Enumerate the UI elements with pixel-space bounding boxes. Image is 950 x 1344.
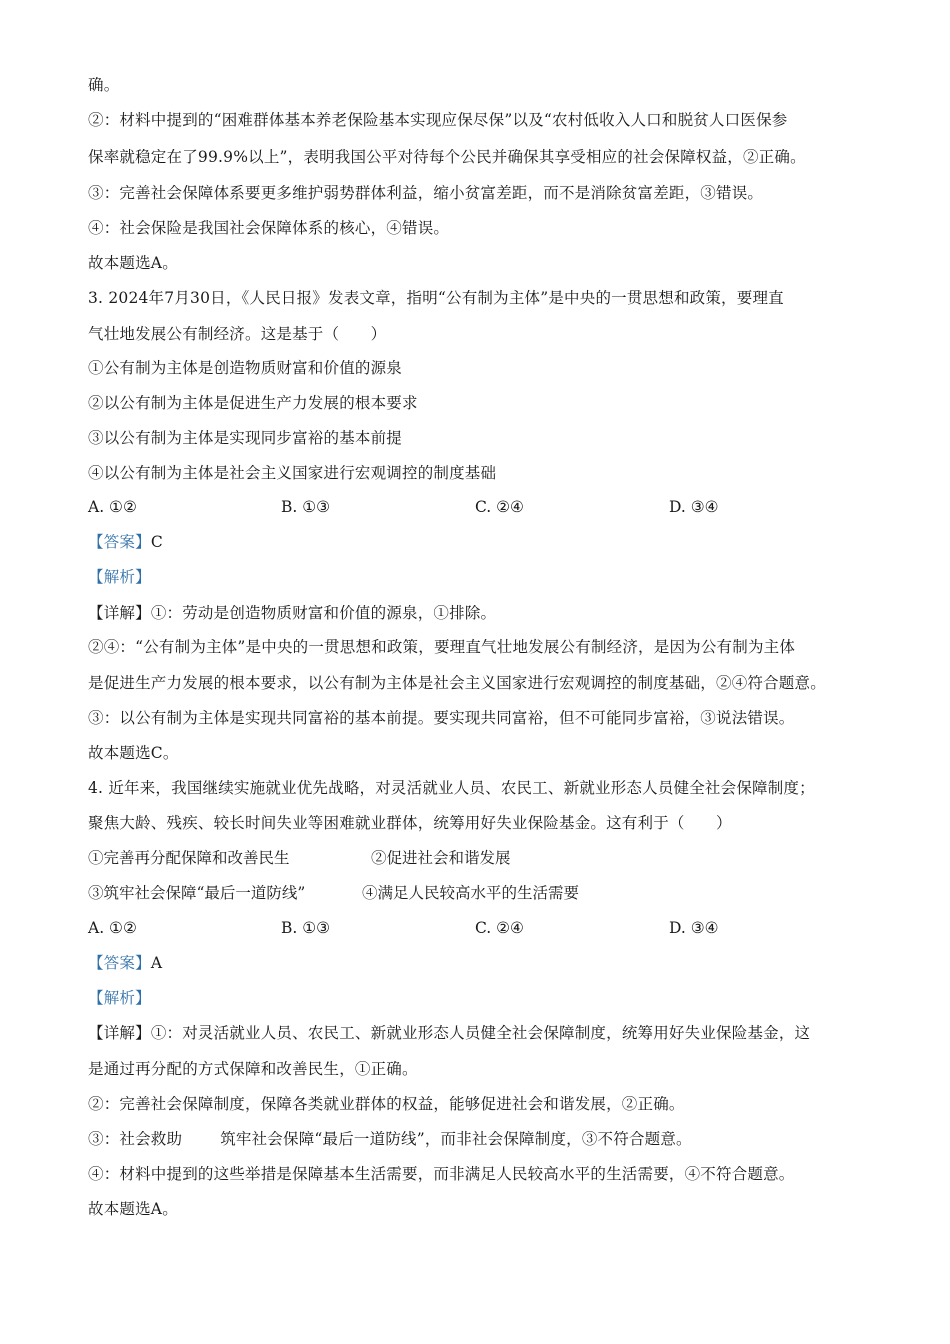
q4-detail-1-text: ①：对灵活就业人员、农民工、新就业形态人员健全社会保障制度，统筹用好失业保险基金，这 — [150, 1024, 811, 1042]
q3-stem-1: 3. 2024年7月30日，《人民日报》发表文章，指明“公有制为主体”是中央的一贯思想和政策，要理直 — [88, 289, 784, 307]
q4-option-c: C. ②④ — [475, 919, 524, 937]
q4-statement-1: ①完善再分配保障和改善民生 — [88, 849, 290, 867]
q3-statement-3: ③以公有制为主体是实现同步富裕的基本前提 — [88, 429, 403, 447]
q3-detail-1-text: ①：劳动是创造物质财富和价值的源泉，①排除。 — [150, 604, 497, 622]
prev-line-4: ④：社会保险是我国社会保障体系的核心，④错误。 — [88, 219, 450, 237]
q3-detail-tag: 【详解】 — [88, 604, 151, 622]
q3-option-d: D. ③④ — [669, 498, 719, 516]
q4-detail-4a: ③：社会救助 — [88, 1130, 183, 1148]
q3-answer-value: C — [150, 533, 163, 551]
q4-answer-tag: 【答案】 — [88, 954, 151, 972]
q3-option-c: C. ②④ — [475, 498, 524, 516]
q4-detail-2: 是通过再分配的方式保障和改善民生，①正确。 — [88, 1060, 418, 1078]
q3-detail-4: ③：以公有制为主体是实现共同富裕的基本前提。要实现共同富裕，但不可能同步富裕，③说法错误。 — [88, 709, 795, 727]
q3-answer — [88, 531, 163, 553]
q3-option-a: A. ①② — [88, 498, 137, 516]
q4-option-d: D. ③④ — [669, 919, 719, 937]
q3-detail-2: ②④：“公有制为主体”是中央的一贯思想和政策，要理直气壮地发展公有制经济，是因为公有制为主体 — [88, 638, 796, 656]
q3-option-b: B. ①③ — [281, 498, 331, 516]
q3-answer-tag: 【答案】 — [88, 533, 151, 551]
q4-statement-3: ③筑牢社会保障“最后一道防线” — [88, 884, 306, 902]
q4-detail-4b: 筑牢社会保障“最后一道防线”，而非社会保障制度，③不符合题意。 — [220, 1130, 692, 1148]
q4-detail-6: 故本题选A。 — [88, 1200, 178, 1218]
q4-statement-4: ④满足人民较高水平的生活需要 — [362, 884, 580, 902]
q4-detail-1 — [88, 1022, 810, 1044]
q3-statement-4: ④以公有制为主体是社会主义国家进行宏观调控的制度基础 — [88, 464, 497, 482]
prev-line-2: 保率就稳定在了99.9%以上”，表明我国公平对待每个公民并确保其享受相应的社会保障权益，②正确。 — [88, 148, 806, 166]
prev-line-5: 故本题选A。 — [88, 254, 178, 272]
prev-line-3: ③：完善社会保障体系要更多维护弱势群体利益，缩小贫富差距，而不是消除贫富差距，③错误。 — [88, 184, 764, 202]
q4-analysis-tag: 【解析】 — [88, 989, 151, 1007]
q3-detail-1 — [88, 602, 496, 624]
q3-stem-2: 气壮地发展公有制经济。这是基于（ ） — [88, 325, 387, 343]
q4-detail-5: ④：材料中提到的这些举措是保障基本生活需要，而非满足人民较高水平的生活需要，④不符合题意。 — [88, 1165, 795, 1183]
q4-answer-value: A — [150, 954, 163, 972]
q4-detail-3: ②：完善社会保障制度，保障各类就业群体的权益，能够促进社会和谐发展，②正确。 — [88, 1095, 685, 1113]
q4-statement-2: ②促进社会和谐发展 — [371, 849, 511, 867]
q4-stem-2: 聚焦大龄、残疾、较长时间失业等困难就业群体，统筹用好失业保险基金。这有利于（ ） — [88, 814, 732, 832]
q4-stem-1: 4. 近年来，我国继续实施就业优先战略，对灵活就业人员、农民工、新就业形态人员健全社会保障制度； — [88, 779, 815, 797]
q3-statement-1: ①公有制为主体是创造物质财富和价值的源泉 — [88, 359, 403, 377]
q4-detail-4 — [88, 1128, 692, 1150]
q3-analysis-tag: 【解析】 — [88, 568, 151, 586]
q3-detail-5: 故本题选C。 — [88, 744, 179, 762]
prev-line-0: 确。 — [88, 76, 120, 94]
q3-statement-2: ②以公有制为主体是促进生产力发展的根本要求 — [88, 394, 418, 412]
q4-detail-tag: 【详解】 — [88, 1024, 151, 1042]
q4-option-a: A. ①② — [88, 919, 137, 937]
q4-option-b: B. ①③ — [281, 919, 331, 937]
q4-answer — [88, 952, 162, 974]
prev-line-1: ②：材料中提到的“困难群体基本养老保险基本实现应保尽保”以及“农村低收入人口和脱贫人口医保参 — [88, 111, 788, 129]
q3-detail-3: 是促进生产力发展的根本要求，以公有制为主体是社会主义国家进行宏观调控的制度基础，②④符合题意。 — [88, 674, 826, 692]
